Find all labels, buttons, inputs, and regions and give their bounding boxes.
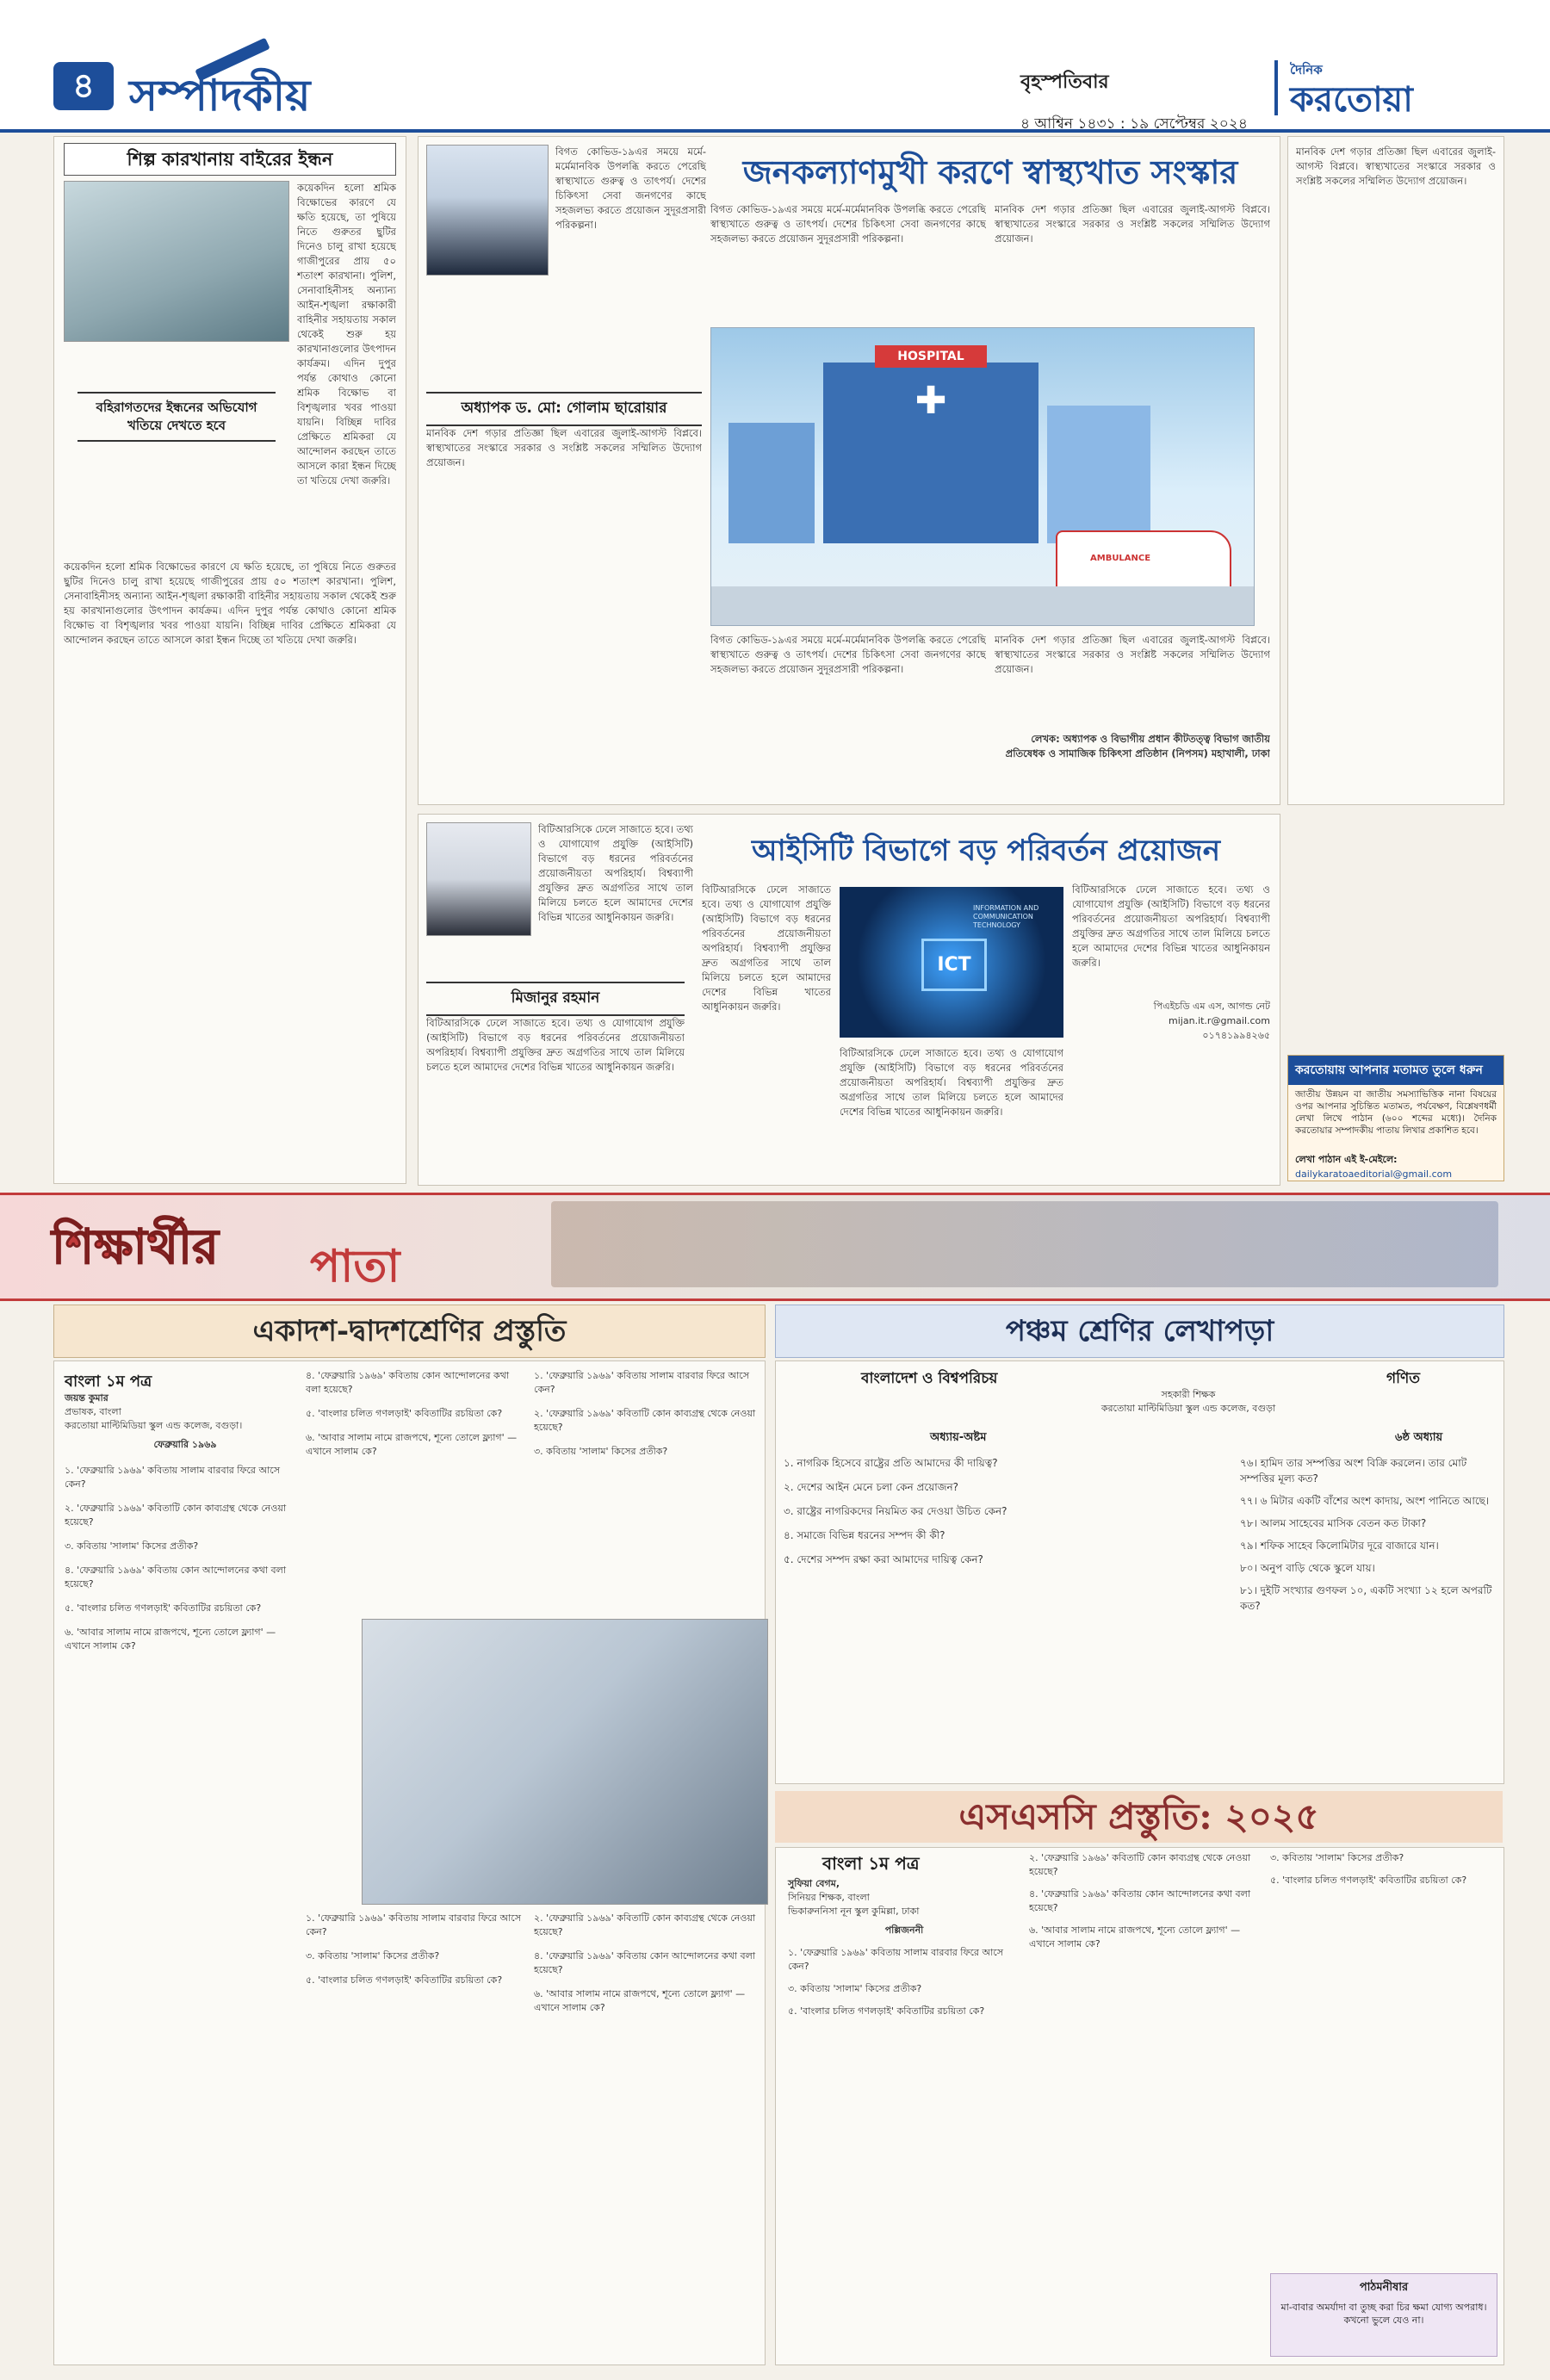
ground <box>711 586 1254 625</box>
hsc-questions-col2b <box>306 1912 525 2359</box>
hsc-question: ৪. 'ফেব্রুয়ারি ১৯৬৯' কবিতায় কোন আন্দোলনের কথা বলা হয়েছে? <box>65 1565 287 1590</box>
health-body-col2: বিগত কোভিড-১৯এর সময়ে মর্মে-মর্মেমানবিক উপলব্ধি করতে পেরেছি স্বাস্থ্যখাতে গুরুত্ব ও তাৎপর্য। দেশের চিকিৎসা সেবা জনগণের কাছে সহজলভ্য করতে প্রয়োজন সুদূরপ্রসারী পরিকল্পনা। <box>710 203 986 245</box>
quote-body: মা-বাবার অমর্যাদা বা তুচ্ছ করা চির ক্ষমা যোগ্য অপরাধ। কখনো ভুলে যেও না। <box>1280 2302 1487 2326</box>
ssc-question: ২. 'ফেব্রুয়ারি ১৯৬৯' কবিতাটি কোন কাব্যগ্রন্থ থেকে নেওয়া হয়েছে? <box>1029 1852 1251 1877</box>
ssc-topic: পল্লিজননী <box>884 1924 924 1936</box>
health-body-col3: মানবিক দেশ গড়ার প্রতিজ্ঞা ছিল এবারের জুলাই-আগস্ট বিপ্লবে। স্বাস্থ্যখাতের সংস্কারে সরকার ও সংশ্লিষ্ট সকলের সম্মিলিত উদ্যোগ প্রয়োজন। <box>995 203 1270 245</box>
class5-left-items <box>784 1455 1214 1774</box>
hsc-subject: বাংলা ১ম পত্র <box>65 1373 152 1391</box>
side-building-right <box>1047 406 1150 543</box>
red-cross-icon: ✚ <box>914 379 947 423</box>
ict-body-col1b: বিটিআরসিকে ঢেলে সাজাতে হবে। তথ্য ও যোগাযোগ প্রযুক্তি (আইসিটি) বিভাগে বড় ধরনের পরিবর্তনের প্রয়োজনীয়তা অপরিহার্য। বিশ্বব্যাপী প্রযুক্তির দ্রুত অগ্রগতির সাথে তাল মিলিয়ে চলতে হলে আমাদের দেশের বিভিন্ন খাতের আধুনিকায়ন জরুরি। <box>426 1017 685 1073</box>
quote-title: পাঠমনীষার <box>1359 2281 1409 2294</box>
class5-chapter-left: অধ্যায়-অষ্টম <box>930 1431 987 1444</box>
hsc-question: ২. 'ফেব্রুয়ারি ১৯৬৯' কবিতাটি কোন কাব্যগ্রন্থ থেকে নেওয়া হয়েছে? <box>65 1503 287 1528</box>
editorial-body-main: কয়েকদিন হলো শ্রমিক বিক্ষোভের কারণে যে ক্ষতি হয়েছে, তা পুষিয়ে নিতে গুরুতর ছুটির দিনেও চালু রাখা হয়েছে গাজীপুরের প্রায় ৫০ শতাংশ কারখানা। পুলিশ, সেনাবাহিনীসহ অন্যান্য আইন-শৃঙ্খলা রক্ষাকারী বাহিনীর সহায়তায় সকাল থেকেই শুরু হয় কারখানাগুলোর উৎপাদন কার্যক্রম। এদিন দুপুর পর্যন্ত কোথাও কোনো শ্রমিক বিক্ষোভ বা বিশৃঙ্খলার খবর পাওয়া যায়নি। বিচ্ছিন্ন দাবির প্রেক্ষিতে শ্রমিকরা যে আন্দোলন করছেন তাতে আসলে কারা ইন্ধন দিচ্ছে তা খতিয়ে দেখা জরুরি। <box>64 561 396 646</box>
hsc-question: ৬. 'আবার সালাম নামে রাজপথে, শূন্যে তোলে ফ্ল্যাগ' — এখানে সালাম কে? <box>534 1988 746 2013</box>
class5-item: ৭৬। হামিদ তার সম্পত্তির অংশ বিক্রি করলেন। তার মোট সম্পত্তির মূল্য কত? <box>1240 1457 1467 1484</box>
hsc-question: ১. 'ফেব্রুয়ারি ১৯৬৯' কবিতায় সালাম বারবার ফিরে আসে কেন? <box>65 1465 280 1490</box>
ict-author-photo <box>426 822 531 936</box>
right-column-body: মানবিক দেশ গড়ার প্রতিজ্ঞা ছিল এবারের জুলাই-আগস্ট বিপ্লবে। স্বাস্থ্যখাতের সংস্কারে সরকার ও সংশ্লিষ্ট সকলের সম্মিলিত উদ্যোগ প্রয়োজন। <box>1296 146 1496 187</box>
ssc-teacher-role: সিনিয়র শিক্ষক, বাংলা <box>788 1892 870 1903</box>
hospital-sign: HOSPITAL <box>875 345 987 368</box>
factory-photo <box>64 181 289 342</box>
ssc-col1 <box>788 1946 1020 2355</box>
hsc-question: ১. 'ফেব্রুয়ারি ১৯৬৯' কবিতায় সালাম বারবার ফিরে আসে কেন? <box>534 1370 749 1395</box>
banner-photo-strip <box>551 1201 1498 1287</box>
hsc-question: ৬. 'আবার সালাম নামে রাজপথে, শূন্যে তোলে ফ্ল্যাগ' — এখানে সালাম কে? <box>65 1627 276 1652</box>
ssc-subject: বাংলা ১ম পত্র <box>822 1853 920 1874</box>
hsc-teacher-role: প্রভাষক, বাংলা <box>65 1406 121 1417</box>
logo-small: দৈনিক <box>1290 62 1323 77</box>
ict-illustration <box>840 887 1063 1038</box>
opinion-body: জাতীয় উন্নয়ন বা জাতীয় সমস্যাভিত্তিক নানা বিষয়ের ওপর আপনার সুচিন্তিত মতামত, পর্যবেক্ষণ, বিশ্লেষণধর্মী লেখা লিখে পাঠান (৬০০ শব্দের মধ্যে)। দৈনিক করতোয়ার সম্পাদকীয় পাতায় লিখার প্রকাশিত হবে। <box>1295 1089 1497 1136</box>
ssc-teacher: সুফিয়া বেগম, <box>788 1878 840 1889</box>
pullquote: বহিরাগতদের ইন্ধনের অভিযোগ খতিয়ে দেখতে হবে <box>78 392 276 442</box>
health-author: অধ্যাপক ড. মো: গোলাম ছারোয়ার <box>426 392 702 426</box>
hsc-teacher: জয়ন্ত কুমার <box>65 1392 108 1404</box>
class5-item: ১. নাগরিক হিসেবে রাষ্ট্রের প্রতি আমাদের কী দায়িত্ব? <box>784 1457 998 1469</box>
ssc-question: ১. 'ফেব্রুয়ারি ১৯৬৯' কবিতায় সালাম বারবার ফিরে আসে কেন? <box>788 1947 1003 1972</box>
ict-contact-email: mijan.it.r@gmail.com <box>1169 1015 1270 1026</box>
health-body-col1b: মানবিক দেশ গড়ার প্রতিজ্ঞা ছিল এবারের জুলাই-আগস্ট বিপ্লবে। স্বাস্থ্যখাতের সংস্কারে সরকার ও সংশ্লিষ্ট সকলের সম্মিলিত উদ্যোগ প্রয়োজন। <box>426 427 702 468</box>
class5-item: ২. দেশের আইন মেনে চলা কেন প্রয়োজন? <box>784 1481 959 1493</box>
opinion-email-label: লেখা পাঠান এই ই-মেইলে: <box>1295 1154 1398 1165</box>
class5-item: ৭৯। শফিক সাহেব কিলোমিটার দূরে বাজারে যান। <box>1240 1540 1439 1552</box>
hsc-question: ৫. 'বাংলার চলিত গণলড়াই' কবিতাটির রচয়িতা কে? <box>306 1974 503 1986</box>
hsc-school: করতোয়া মাল্টিমিডিয়া স্কুল এন্ড কলেজ, বগুড়া। <box>65 1420 243 1431</box>
editorial-title: শিল্প কারখানায় বাইরের ইন্ধন <box>64 143 396 176</box>
hsc-question: ৫. 'বাংলার চলিত গণলড়াই' কবিতাটির রচয়িতা কে? <box>306 1408 503 1419</box>
ict-body-col3: বিটিআরসিকে ঢেলে সাজাতে হবে। তথ্য ও যোগাযোগ প্রযুক্তি (আইসিটি) বিভাগে বড় ধরনের পরিবর্তনের প্রয়োজনীয়তা অপরিহার্য। বিশ্বব্যাপী প্রযুক্তির দ্রুত অগ্রগতির সাথে তাল মিলিয়ে চলতে হলে আমাদের দেশের বিভিন্ন খাতের আধুনিকায়ন জরুরি। <box>840 1047 1063 1118</box>
hsc-teacher-block <box>65 1391 306 1452</box>
class5-right-items <box>1240 1455 1494 1774</box>
ssc-question: ৩. কবিতায় 'সালাম' কিসের প্রতীক? <box>1270 1852 1404 1863</box>
health-body-col1: বিগত কোভিড-১৯এর সময়ে মর্মে-মর্মেমানবিক উপলব্ধি করতে পেরেছি স্বাস্থ্যখাতে গুরুত্ব ও তাৎপর্য। দেশের চিকিৎসা সেবা জনগণের কাছে সহজলভ্য করতে প্রয়োজন সুদূরপ্রসারী পরিকল্পনা। <box>555 146 706 231</box>
hsc-questions-col1 <box>65 1464 297 2355</box>
editorial-body-side: কয়েকদিন হলো শ্রমিক বিক্ষোভের কারণে যে ক্ষতি হয়েছে, তা পুষিয়ে নিতে গুরুতর ছুটির দিনেও চালু রাখা হয়েছে গাজীপুরের প্রায় ৫০ শতাংশ কারখানা। পুলিশ, সেনাবাহিনীসহ অন্যান্য আইন-শৃঙ্খলা রক্ষাকারী বাহিনীর সহায়তায় সকাল থেকেই শুরু হয় কারখানাগুলোর উৎপাদন কার্যক্রম। এদিন দুপুর পর্যন্ত কোথাও কোনো শ্রমিক বিক্ষোভ বা বিশৃঙ্খলার খবর পাওয়া যায়নি। বিচ্ছিন্ন দাবির প্রেক্ষিতে শ্রমিকরা যে আন্দোলন করছেন তাতে আসলে কারা ইন্ধন দিচ্ছে তা খতিয়ে দেখা জরুরি। <box>297 182 396 487</box>
ict-body-col1: বিটিআরসিকে ঢেলে সাজাতে হবে। তথ্য ও যোগাযোগ প্রযুক্তি (আইসিটি) বিভাগে বড় ধরনের পরিবর্তনের প্রয়োজনীয়তা অপরিহার্য। বিশ্বব্যাপী প্রযুক্তির দ্রুত অগ্রগতির সাথে তাল মিলিয়ে চলতে হলে আমাদের দেশের বিভিন্ন খাতের আধুনিকায়ন জরুরি। <box>538 823 693 923</box>
ict-contact-phone: ০১৭৪১৯৯৪২৬৫ <box>1202 1030 1270 1041</box>
hsc-heading: একাদশ-দ্বাদশশ্রেণির প্রস্তুতি <box>53 1305 766 1358</box>
ict-contact-name: পিএইচডি এম এস, আগন্ড নেট <box>1153 1001 1270 1012</box>
hsc-question: ৩. কবিতায় 'সালাম' কিসের প্রতীক? <box>65 1540 199 1552</box>
hsc-question: ৩. কবিতায় 'সালাম' কিসের প্রতীক? <box>534 1446 668 1457</box>
hsc-question: ৪. 'ফেব্রুয়ারি ১৯৬৯' কবিতায় কোন আন্দোলনের কথা বলা হয়েছে? <box>534 1950 756 1975</box>
class5-item: ৪. সমাজে বিভিন্ন ধরনের সম্পদ কী কী? <box>784 1529 946 1541</box>
opinion-box <box>1287 1055 1504 1181</box>
class5-item: ৫. দেশের সম্পদ রক্ষা করা আমাদের দায়িত্ব কেন? <box>784 1553 983 1565</box>
ict-caption: INFORMATION AND COMMUNICATION TECHNOLOGY <box>973 904 1039 929</box>
banner-title: শিক্ষার্থীর <box>52 1218 219 1275</box>
class5-teacher-role: সহকারী শিক্ষক <box>1161 1389 1216 1400</box>
hsc-question: ৩. কবিতায় 'সালাম' কিসের প্রতীক? <box>306 1950 440 1962</box>
ssc-col3 <box>1270 1851 1496 2265</box>
ssc-question: ৫. 'বাংলার চলিত গণলড়াই' কবিতাটির রচয়িতা কে? <box>1270 1875 1467 1886</box>
opinion-title: করতোয়ায় আপনার মতামত তুলে ধরুন <box>1288 1056 1504 1085</box>
logo-big: করতোয়া <box>1290 79 1413 120</box>
dateline <box>1020 67 1248 137</box>
health-body-col3b: মানবিক দেশ গড়ার প্রতিজ্ঞা ছিল এবারের জুলাই-আগস্ট বিপ্লবে। স্বাস্থ্যখাতের সংস্কারে সরকার ও সংশ্লিষ্ট সকলের সম্মিলিত উদ্যোগ প্রয়োজন। <box>995 634 1270 675</box>
class5-school: করতোয়া মাল্টিমিডিয়া স্কুল এন্ড কলেজ, বগুড়া <box>1100 1403 1276 1414</box>
banner-subtitle: পাতা <box>310 1240 400 1292</box>
class5-item: ৩. রাষ্ট্রের নাগরিকদের নিয়মিত কর দেওয়া উচিত কেন? <box>784 1505 1008 1517</box>
section-title: সম্পাদকীয় <box>129 70 311 121</box>
side-building-left <box>728 423 815 543</box>
class5-item: ৭৮। আলম সাহেবের মাসিক বেতন কত টাকা? <box>1240 1517 1427 1529</box>
date: ৪ আশ্বিন ১৪৩১ : ১৯ সেপ্টেম্বর ২০২৪ <box>1020 115 1248 133</box>
newspaper-logo <box>1274 60 1522 120</box>
ssc-heading: এসএসসি প্রস্তুতি: ২০২৫ <box>775 1791 1503 1843</box>
ssc-question: ৩. কবিতায় 'সালাম' কিসের প্রতীক? <box>788 1983 922 1994</box>
health-body-col2b: বিগত কোভিড-১৯এর সময়ে মর্মে-মর্মেমানবিক উপলব্ধি করতে পেরেছি স্বাস্থ্যখাতে গুরুত্ব ও তাৎপর্য। দেশের চিকিৎসা সেবা জনগণের কাছে সহজলভ্য করতে প্রয়োজন সুদূরপ্রসারী পরিকল্পনা। <box>710 634 986 675</box>
class5-subject-left: বাংলাদেশ ও বিশ্বপরিচয় <box>861 1370 998 1387</box>
hsc-question: ৪. 'ফেব্রুয়ারি ১৯৬৯' কবিতায় কোন আন্দোলনের কথা বলা হয়েছে? <box>306 1370 510 1395</box>
ict-contact <box>1072 999 1270 1059</box>
class5-teacher-block <box>1076 1388 1300 1416</box>
class5-item: ৮১। দুইটি সংখ্যার গুণফল ১০, একটি সংখ্যা ১২ হলে অপরটি কত? <box>1240 1584 1492 1612</box>
students-photo <box>362 1619 768 1905</box>
hsc-question: ২. 'ফেব্রুয়ারি ১৯৬৯' কবিতাটি কোন কাব্যগ্রন্থ থেকে নেওয়া হয়েছে? <box>534 1912 756 1937</box>
class5-heading: পঞ্চম শ্রেণির লেখাপড়া <box>775 1305 1504 1358</box>
ict-body-col2: বিটিআরসিকে ঢেলে সাজাতে হবে। তথ্য ও যোগাযোগ প্রযুক্তি (আইসিটি) বিভাগে বড় ধরনের পরিবর্তনের প্রয়োজনীয়তা অপরিহার্য। বিশ্বব্যাপী প্রযুক্তির দ্রুত অগ্রগতির সাথে তাল মিলিয়ে চলতে হলে আমাদের দেশের বিভিন্ন খাতের আধুনিকায়ন জরুরি। <box>702 883 831 1013</box>
hsc-question: ৬. 'আবার সালাম নামে রাজপথে, শূন্যে তোলে ফ্ল্যাগ' — এখানে সালাম কে? <box>306 1432 518 1457</box>
author-photo <box>426 145 549 276</box>
health-headline: জনকল্যাণমুখী করণে স্বাস্থ্যখাত সংস্কার <box>742 152 1238 191</box>
page-number: ৪ <box>53 62 114 110</box>
ict-headline: আইসিটি বিভাগে বড় পরিবর্তন প্রয়োজন <box>752 834 1220 868</box>
ict-author: মিজানুর রহমান <box>426 982 685 1016</box>
ict-body-col4: বিটিআরসিকে ঢেলে সাজাতে হবে। তথ্য ও যোগাযোগ প্রযুক্তি (আইসিটি) বিভাগে বড় ধরনের পরিবর্তনের প্রয়োজনীয়তা অপরিহার্য। বিশ্বব্যাপী প্রযুক্তির দ্রুত অগ্রগতির সাথে তাল মিলিয়ে চলতে হলে আমাদের দেশের বিভিন্ন খাতের আধুনিকায়ন জরুরি। <box>1072 883 1270 969</box>
hospital-illustration <box>710 327 1255 626</box>
class5-item: ৮০। অনুপ বাড়ি থেকে স্কুলে যায়। <box>1240 1562 1375 1574</box>
ssc-question: ৬. 'আবার সালাম নামে রাজপথে, শূন্যে তোলে ফ্ল্যাগ' — এখানে সালাম কে? <box>1029 1924 1241 1949</box>
ssc-question: ৪. 'ফেব্রুয়ারি ১৯৬৯' কবিতায় কোন আন্দোলনের কথা বলা হয়েছে? <box>1029 1888 1251 1913</box>
ambulance-label: AMBULANCE <box>1090 554 1151 563</box>
ssc-teacher-block <box>788 1877 1020 1937</box>
hsc-questions-col3b <box>534 1912 758 2359</box>
hsc-topic: ফেব্রুয়ারি ১৯৬৯ <box>153 1439 217 1450</box>
ssc-school: ভিকারুননিসা নূন স্কুল কুমিল্লা, ঢাকা <box>788 1906 920 1917</box>
weekday: বৃহস্পতিবার <box>1020 71 1109 93</box>
ict-chip: ICT <box>921 939 987 991</box>
opinion-email[interactable]: dailykaratoaeditorial@gmail.com <box>1295 1168 1453 1180</box>
class5-item: ৭৭। ৬ মিটার একটি বাঁশের অংশ কাদায়, অংশ পানিতে আছে। <box>1240 1495 1490 1507</box>
hsc-question: ২. 'ফেব্রুয়ারি ১৯৬৯' কবিতাটি কোন কাব্যগ্রন্থ থেকে নেওয়া হয়েছে? <box>534 1408 756 1433</box>
class5-subject-right: গণিত <box>1386 1370 1421 1387</box>
ssc-question: ৫. 'বাংলার চলিত গণলড়াই' কবিতাটির রচয়িতা কে? <box>788 2005 985 2017</box>
health-signature: লেখক: অধ্যাপক ও বিভাগীয় প্রধান কীটতত্ত্ব বিভাগ জাতীয় প্রতিষেধক ও সামাজিক চিকিৎসা প্রতিষ্ঠান (নিপসম) মহাখালী, ঢাকা <box>1005 733 1270 759</box>
quote-box <box>1270 2273 1497 2357</box>
class5-chapter-right: ৬ষ্ঠ অধ্যায় <box>1395 1431 1443 1444</box>
hsc-question: ১. 'ফেব্রুয়ারি ১৯৬৯' কবিতায় সালাম বারবার ফিরে আসে কেন? <box>306 1912 521 1937</box>
hsc-question: ৫. 'বাংলার চলিত গণলড়াই' কবিতাটির রচয়িতা কে? <box>65 1602 262 1614</box>
ssc-col2 <box>1029 1851 1262 2355</box>
